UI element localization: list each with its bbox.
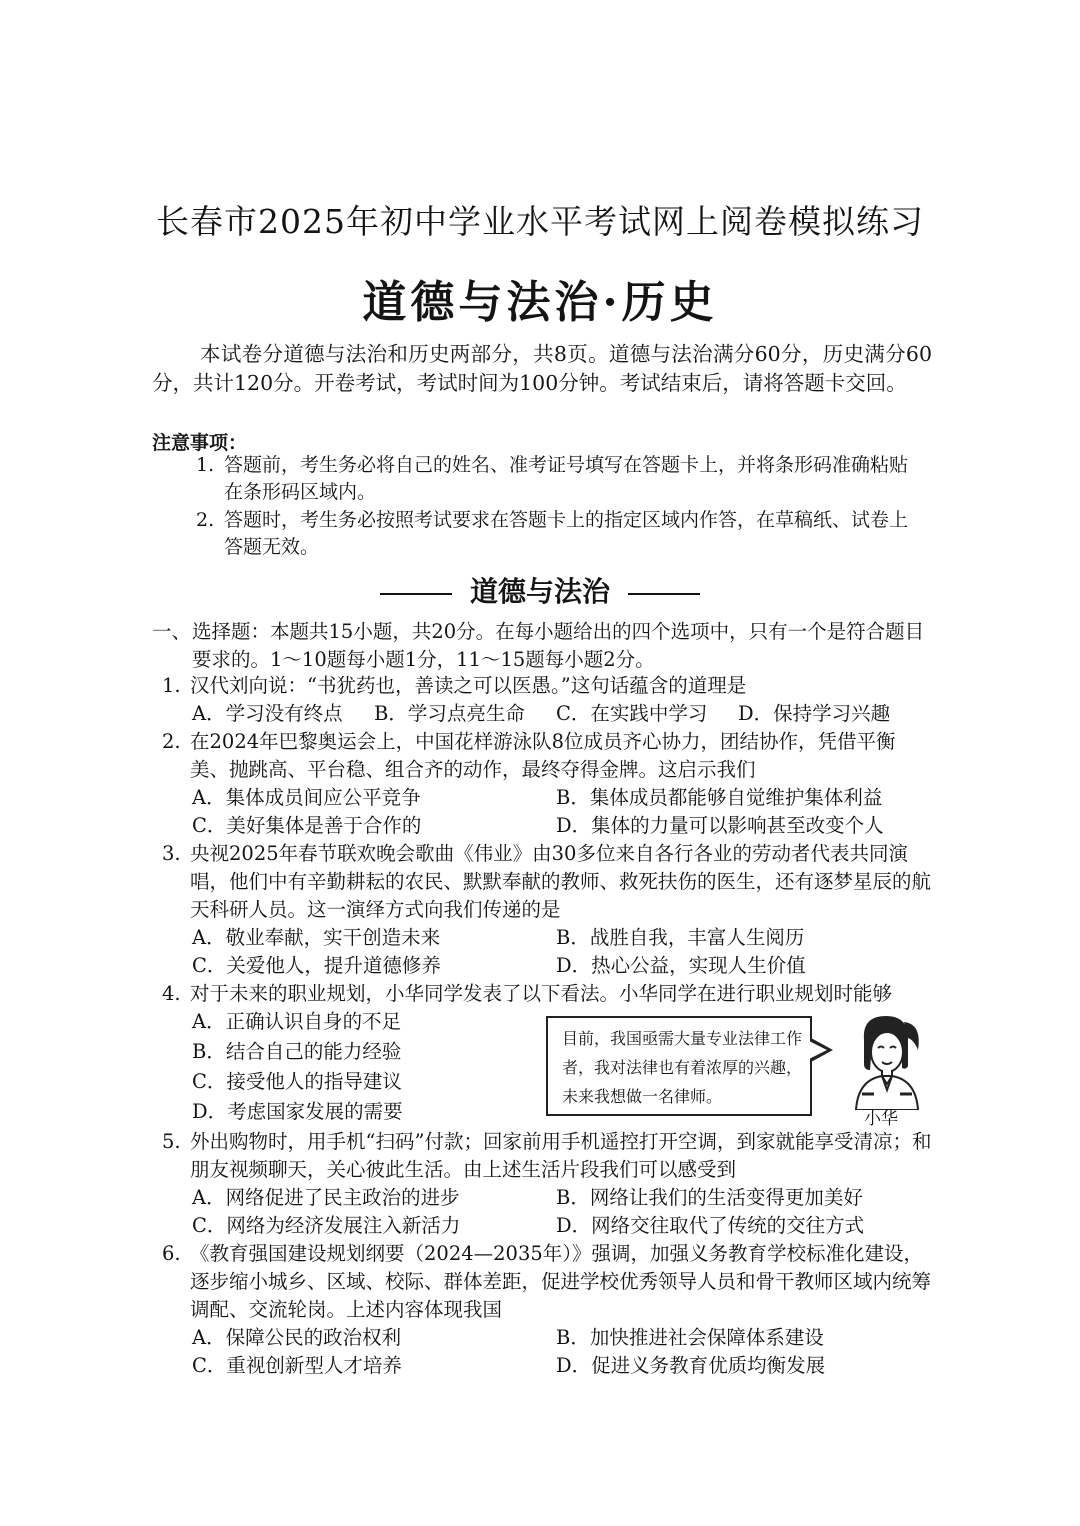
question-number: 6. xyxy=(162,1242,181,1265)
option-a: A．学习没有终点 xyxy=(192,702,343,725)
option-d: D．考虑国家发展的需要 xyxy=(192,1100,403,1123)
question-5 xyxy=(162,1128,932,1184)
student-name: 小华 xyxy=(864,1109,898,1129)
question-6 xyxy=(162,1240,932,1324)
option-a: A．敬业奉献，实干创造未来 xyxy=(192,926,441,949)
question-stem: 《教育强国建设规划纲要（2024—2035年）》强调，加强义务教育学校标准化建设，逐步缩小城乡、区域、校际、群体差距，促进学校优秀领导人员和骨干教师区域内统筹调配、交流轮岗。上述内容体现我国 xyxy=(190,1242,932,1321)
option-b: B．网络让我们的生活变得更加美好 xyxy=(556,1186,863,1209)
question-number: 5. xyxy=(162,1130,181,1153)
option-a: A．正确认识自身的不足 xyxy=(192,1010,402,1033)
question-1 xyxy=(162,672,932,700)
question-stem: 央视2025年春节联欢晚会歌曲《伟业》由30多位来自各行各业的劳动者代表共同演唱，他们中有辛勤耕耘的农民、默默奉献的教师、救死扶伤的医生，还有逐梦星辰的航天科研人员。这一演绎方式向我们传递的是 xyxy=(190,842,932,921)
question-stem: 对于未来的职业规划，小华同学发表了以下看法。小华同学在进行职业规划时能够 xyxy=(190,982,893,1005)
section-title: 道德与法治 xyxy=(469,575,610,608)
part-number: 一、 xyxy=(152,620,192,643)
option-d: D．保持学习兴趣 xyxy=(738,702,891,725)
option-a: A．保障公民的政治权利 xyxy=(192,1326,402,1349)
speech-bubble: 目前，我国亟需大量专业法律工作者，我对法律也有着浓厚的兴趣，未来我想做一名律师。 xyxy=(546,1016,812,1116)
section-rule-right xyxy=(628,593,700,595)
question-number: 1. xyxy=(162,674,181,697)
question-2 xyxy=(162,728,932,784)
option-b: B．集体成员都能够自觉维护集体利益 xyxy=(556,786,883,809)
question-stem: 外出购物时，用手机“扫码”付款；回家前用手机遥控打开空调，到家就能享受清凉；和朋友视频聊天，关心彼此生活。由上述生活片段我们可以感受到 xyxy=(190,1130,932,1181)
notice-item-1 xyxy=(196,452,926,506)
option-c: C．关爱他人，提升道德修养 xyxy=(192,954,441,977)
question-stem: 汉代刘向说：“书犹药也，善读之可以医愚。”这句话蕴含的道理是 xyxy=(190,674,747,697)
student-illustration xyxy=(842,1010,926,1110)
option-b: B．结合自己的能力经验 xyxy=(192,1040,402,1063)
option-a: A．网络促进了民主政治的进步 xyxy=(192,1186,460,1209)
option-d: D．集体的力量可以影响甚至改变个人 xyxy=(556,814,884,837)
notice-label: 注意事项： xyxy=(152,432,248,454)
option-c: C．在实践中学习 xyxy=(556,702,708,725)
option-b: B．战胜自我，丰富人生阅历 xyxy=(556,926,805,949)
notice-number: 1. xyxy=(196,454,215,476)
question-4 xyxy=(162,980,932,1008)
part-instructions xyxy=(152,618,932,674)
section-rule-left xyxy=(380,593,452,595)
exam-title: 长春市2025年初中学业水平考试网上阅卷模拟练习 xyxy=(156,202,924,241)
option-a: A．集体成员间应公平竞争 xyxy=(192,786,421,809)
question-stem: 在2024年巴黎奥运会上，中国花样游泳队8位成员齐心协力，团结协作，凭借平衡美、抛跳高、平台稳、组合齐的动作，最终夺得金牌。这启示我们 xyxy=(190,730,896,781)
intro-paragraph: 本试卷分道德与法治和历史两部分，共8页。道德与法治满分60分，历史满分60分，共计120分。开卷考试，考试时间为100分钟。考试结束后，请将答题卡交回。 xyxy=(152,342,932,395)
option-d: D．促进义务教育优质均衡发展 xyxy=(556,1354,826,1377)
notice-text: 答题前，考生务必将自己的姓名、准考证号填写在答题卡上，并将条形码准确粘贴在条形码区域内。 xyxy=(224,454,909,503)
subject-title: 道德与法治·历史 xyxy=(362,277,718,328)
question-number: 4. xyxy=(162,982,181,1005)
notice-item-2 xyxy=(196,507,926,561)
section-heading xyxy=(0,570,1080,610)
part-text: 选择题：本题共15小题，共20分。在每小题给出的四个选项中，只有一个是符合题目要求的。1～10题每小题1分，11～15题每小题2分。 xyxy=(192,620,925,671)
option-d: D．网络交往取代了传统的交往方式 xyxy=(556,1214,865,1237)
question-3 xyxy=(162,840,932,924)
notice-text: 答题时，考生务必按照考试要求在答题卡上的指定区域内作答，在草稿纸、试卷上答题无效。 xyxy=(224,509,909,558)
option-c: C．美好集体是善于合作的 xyxy=(192,814,422,837)
notice-number: 2. xyxy=(196,509,215,531)
question-number: 3. xyxy=(162,842,181,865)
speech-bubble-tail-fill xyxy=(809,1041,827,1059)
option-c: C．网络为经济发展注入新活力 xyxy=(192,1214,461,1237)
question-number: 2. xyxy=(162,730,181,753)
option-c: C．接受他人的指导建议 xyxy=(192,1070,402,1093)
option-c: C．重视创新型人才培养 xyxy=(192,1354,402,1377)
option-d: D．热心公益，实现人生价值 xyxy=(556,954,806,977)
option-b: B．学习点亮生命 xyxy=(374,702,525,725)
option-b: B．加快推进社会保障体系建设 xyxy=(556,1326,824,1349)
